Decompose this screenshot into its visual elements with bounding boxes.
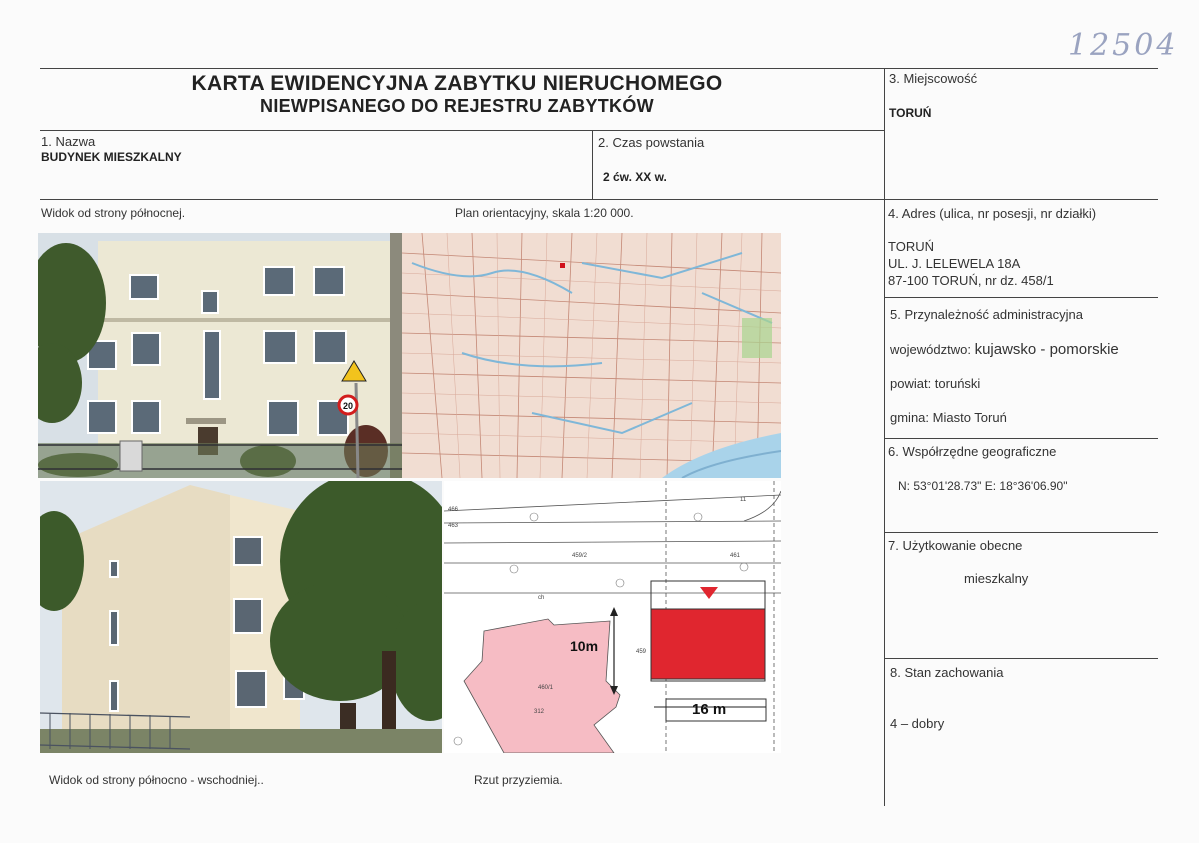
top-border — [40, 68, 1158, 69]
adres-line2: UL. J. LELEWELA 18A — [888, 256, 1021, 271]
parcel-label: 463 — [448, 523, 459, 529]
stan-value: 4 – dobry — [890, 716, 945, 731]
czas-value: 2 ćw. XX w. — [603, 170, 667, 184]
row1-bottom-border — [40, 199, 1158, 200]
photo-northeast-view — [40, 481, 442, 753]
parcel-label: 460/1 — [538, 685, 554, 691]
caption-rzut: Rzut przyziemia. — [474, 773, 563, 787]
wojewodztwo-prefix: województwo: — [890, 342, 971, 357]
admin-bottom-border — [884, 438, 1158, 439]
wspolrzedne-value: N: 53°01'28.73" E: 18°36'06.90" — [898, 479, 1068, 493]
parcel-label: 312 — [534, 709, 545, 715]
parcel-label: 459/2 — [572, 553, 588, 559]
przynaleznosc-label: 5. Przynależność administracyjna — [890, 307, 1083, 322]
adres-bottom-border — [884, 297, 1158, 298]
miejscowosc-label: 3. Miejscowość — [889, 71, 978, 86]
site-plan — [444, 481, 781, 753]
czas-label: 2. Czas powstania — [598, 135, 705, 150]
adres-label: 4. Adres (ulica, nr posesji, nr działki) — [888, 206, 1097, 221]
parcel-label: 11 — [740, 497, 747, 503]
uzytkowanie-label: 7. Użytkowanie obecne — [888, 538, 1023, 553]
dim-vertical-label: 10m — [570, 638, 599, 654]
coords-bottom-border — [884, 532, 1158, 533]
parcel-label: ch — [538, 595, 545, 601]
document-subtitle: NIEWPISANEGO DO REJESTRU ZABYTKÓW — [260, 96, 654, 116]
photo-north-view — [38, 233, 402, 478]
nazwa-label: 1. Nazwa — [41, 134, 96, 149]
gmina-row: gmina: Miasto Toruń — [890, 410, 1007, 425]
wspolrzedne-label: 6. Współrzędne geograficzne — [888, 444, 1057, 459]
nazwa-value: BUDYNEK MIESZKALNY — [41, 150, 182, 164]
powiat-row: powiat: toruński — [890, 376, 981, 391]
parcel-label: 461 — [730, 553, 741, 559]
usage-bottom-border — [884, 658, 1158, 659]
adres-line3: 87-100 TORUŃ, nr dz. 458/1 — [888, 273, 1054, 288]
parcel-label: 466 — [448, 507, 459, 513]
miejscowosc-value: TORUŃ — [889, 106, 932, 120]
document-title: KARTA EWIDENCYJNA ZABYTKU NIERUCHOMEGO — [191, 72, 723, 95]
speed-sign-number: 20 — [342, 401, 354, 411]
caption-widok-polnocny: Widok od strony północnej. — [41, 206, 186, 220]
dim-horizontal-label: 16 m — [692, 701, 727, 718]
caption-plan: Plan orientacyjny, skala 1:20 000. — [455, 206, 634, 220]
adres-line1: TORUŃ — [888, 239, 934, 254]
title-bottom-border — [40, 130, 884, 131]
caption-widok-pn-wsch: Widok od strony północno - wschodniej.. — [49, 773, 264, 787]
parcel-label: 459 — [636, 649, 647, 655]
stan-label: 8. Stan zachowania — [890, 665, 1004, 680]
right-column-divider — [884, 68, 885, 806]
wojewodztwo-row — [890, 341, 1119, 358]
orientation-map — [402, 233, 781, 478]
uzytkowanie-value: mieszkalny — [964, 571, 1029, 586]
handwritten-number: 12504 — [1068, 28, 1179, 63]
name-time-divider — [592, 130, 593, 199]
wojewodztwo-value: kujawsko - pomorskie — [974, 341, 1119, 358]
